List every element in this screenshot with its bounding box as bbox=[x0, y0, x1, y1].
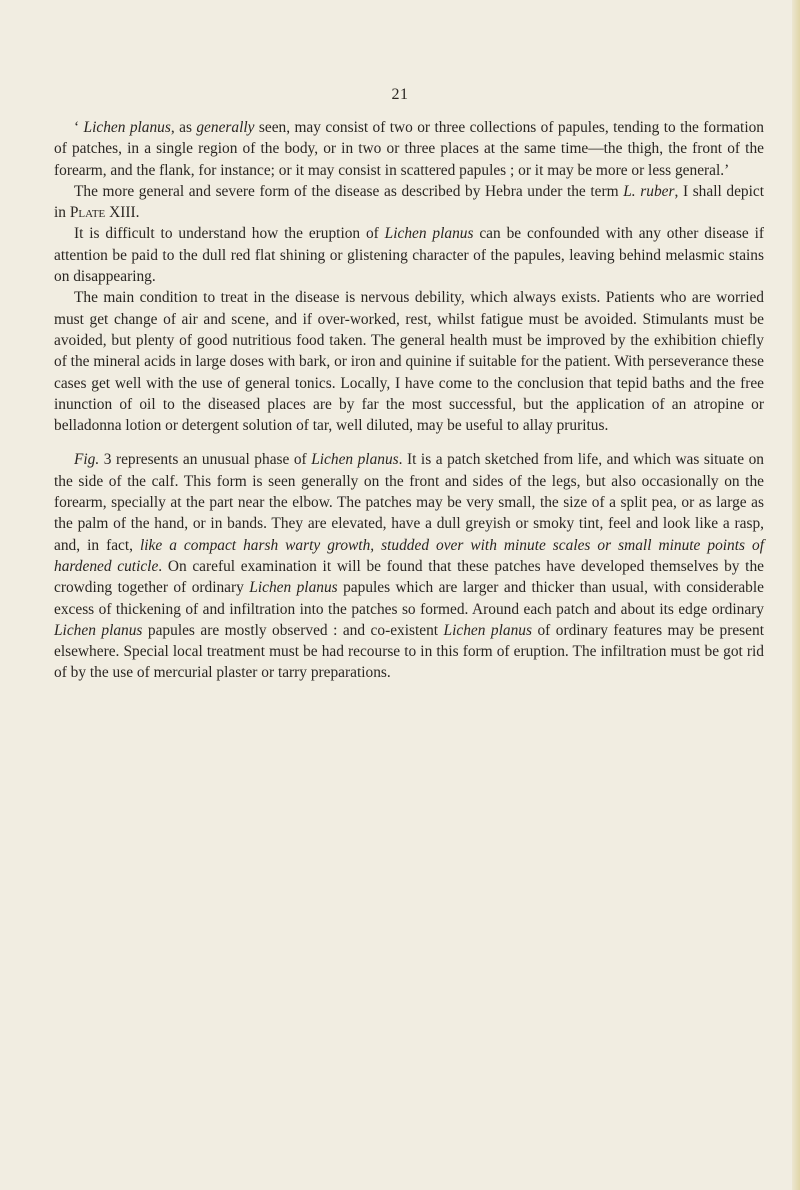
smallcaps-text: Plate bbox=[69, 204, 106, 222]
text-run: The more general and severe form of the disease as described by Hebra under the term bbox=[74, 182, 624, 200]
text-run: ‘ bbox=[74, 119, 84, 136]
italic-text: L. ruber bbox=[623, 182, 675, 200]
text-run: XIII. bbox=[105, 204, 140, 222]
text-run: papules are mostly observed : and co-existent bbox=[142, 621, 444, 639]
text-run: . It is a patch sketched from life, and which was situate on the side of the calf. This form is seen generally on the front and sides of the legs, but also occasionally on the forearm, specially at the part near the elbow. The patches may be very small, the size of a split pea, or as large as the palm of the hand, or in bands. They are elevated, have a dull greyish or smoky tint, feel and look like a rasp, and, in fact, bbox=[54, 451, 764, 554]
text-run: , as bbox=[170, 119, 197, 136]
text-run: The main condition to treat in the disease is nervous debility, which always exists. Patients who are worried must get change of air and scene, and if over-worked, rest, whilst fatigue must be avoided. Stimulants must be avoided, but plenty of good nutritious food taken. The general health must be improved by the exhibition chiefly of the mineral acids in large doses with bark, or iron and quinine if suitable for the patient. With perseverance these cases get well with the use of general tonics. Locally, I have come to the conclusion that tepid baths and the free inunction of oil to the diseased places are by far the most successful, but the application of an atropine or belladonna lotion or detergent solution of tar, well diluted, may be useful to allay pruritus. bbox=[54, 289, 764, 435]
italic-text: Lichen planus bbox=[311, 451, 399, 469]
paragraph bbox=[54, 223, 764, 287]
italic-text: Lichen planus bbox=[54, 621, 143, 639]
text-run: , I shall depict in bbox=[54, 182, 764, 222]
text-run: papules which are larger and thicker than usual, with considerable excess of thickening of and infiltration into the patches so formed. Around each patch and about its edge ordinary bbox=[54, 579, 764, 618]
paragraph bbox=[54, 287, 764, 436]
body-text bbox=[54, 117, 764, 684]
text-run: . On careful examination it will be found that these patches have developed themselves by the crowding together of ordinary bbox=[54, 557, 764, 597]
page-edge bbox=[792, 0, 800, 1190]
italic-text: Lichen planus bbox=[249, 579, 338, 597]
paragraph bbox=[54, 181, 764, 224]
paragraph bbox=[54, 117, 764, 181]
text-run: of ordinary features may be present elsewhere. Special local treatment must be had recourse to in this form of eruption. The infiltration must be got rid of by the use of mercurial plaster or tarry preparations. bbox=[54, 621, 764, 682]
text-run: can be confounded with any other disease if attention be paid to the dull red flat shining or glistening character of the papules, leaving behind melasmic stains on disappearing. bbox=[54, 225, 764, 286]
italic-text: Lichen planus bbox=[83, 119, 171, 136]
text-run: seen, may consist of two or three collections of papules, tending to the formation of patches, in a single region of the body, or in two or three places at the same time—the thigh, the front of the forearm, and the flank, for instance; or it may consist in scattered papules ; or it may be more or less general.’ bbox=[54, 119, 764, 179]
italic-text: Fig. bbox=[74, 451, 100, 469]
page-number: 21 bbox=[391, 86, 409, 103]
text-run: 3 represents an unusual phase of bbox=[99, 451, 312, 469]
italic-text: Lichen planus bbox=[443, 621, 532, 639]
italic-text: Lichen planus bbox=[384, 225, 474, 243]
italic-text: like a compact harsh warty growth, studded over with minute scales or small minute points of hardened cuticle bbox=[54, 536, 765, 575]
text-run: It is difficult to understand how the eruption of bbox=[74, 225, 385, 243]
paragraph bbox=[54, 449, 764, 683]
italic-text: generally bbox=[196, 119, 255, 136]
